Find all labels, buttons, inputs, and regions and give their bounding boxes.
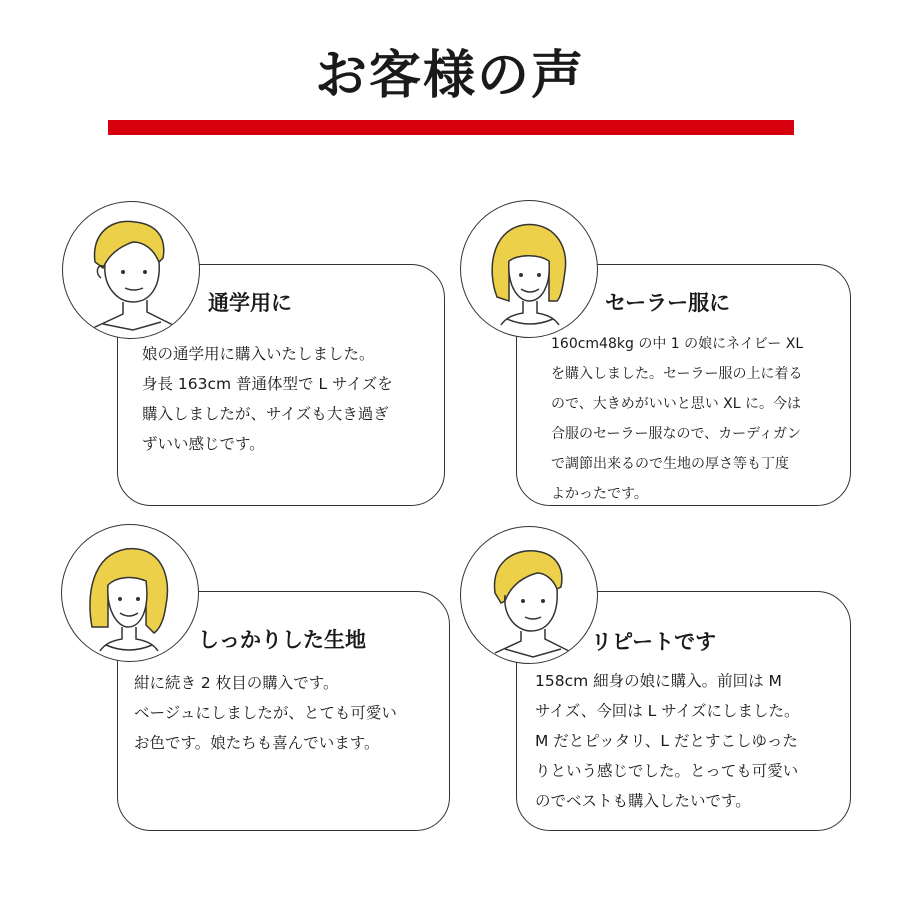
short-hair-person-icon xyxy=(62,201,200,339)
review-title: セーラー服に xyxy=(605,291,731,315)
long-hair-woman-icon xyxy=(61,524,199,662)
side-part-hair-person-icon xyxy=(460,526,598,664)
review-text: 紺に続き 2 枚目の購入です。 ベージュにしましたが、とても可愛い お色です。娘たちも喜んでいます。 xyxy=(134,674,397,752)
review-title: しっかりした生地 xyxy=(198,628,366,652)
review-text: 娘の通学用に購入いたしました。 身長 163cm 普通体型で L サイズを 購入しましたが、サイズも大き過ぎ ずいい感じです。 xyxy=(142,345,393,453)
title-underline xyxy=(108,120,794,135)
review-title: 通学用に xyxy=(208,291,292,315)
review-title: リピートです xyxy=(591,630,717,654)
review-text: 158cm 細身の娘に購入。前回は M サイズ、今回は L サイズにしました。 M だとピッタリ、L だとすこしゆった りという感じでした。とっても可愛い のでベストも購入したいです。 xyxy=(535,672,800,810)
review-text: 160cm48kg の中 1 の娘にネイビー XL を購入しました。セーラー服の上に着る ので、大きめがいいと思い XL に。今は 合服のセーラー服なので、カーディガン で調節出来るので生地の厚さ等も丁度 よかったです。 xyxy=(551,336,804,502)
page-title: お客様の声 xyxy=(314,46,585,106)
bob-hair-woman-icon xyxy=(460,200,598,338)
